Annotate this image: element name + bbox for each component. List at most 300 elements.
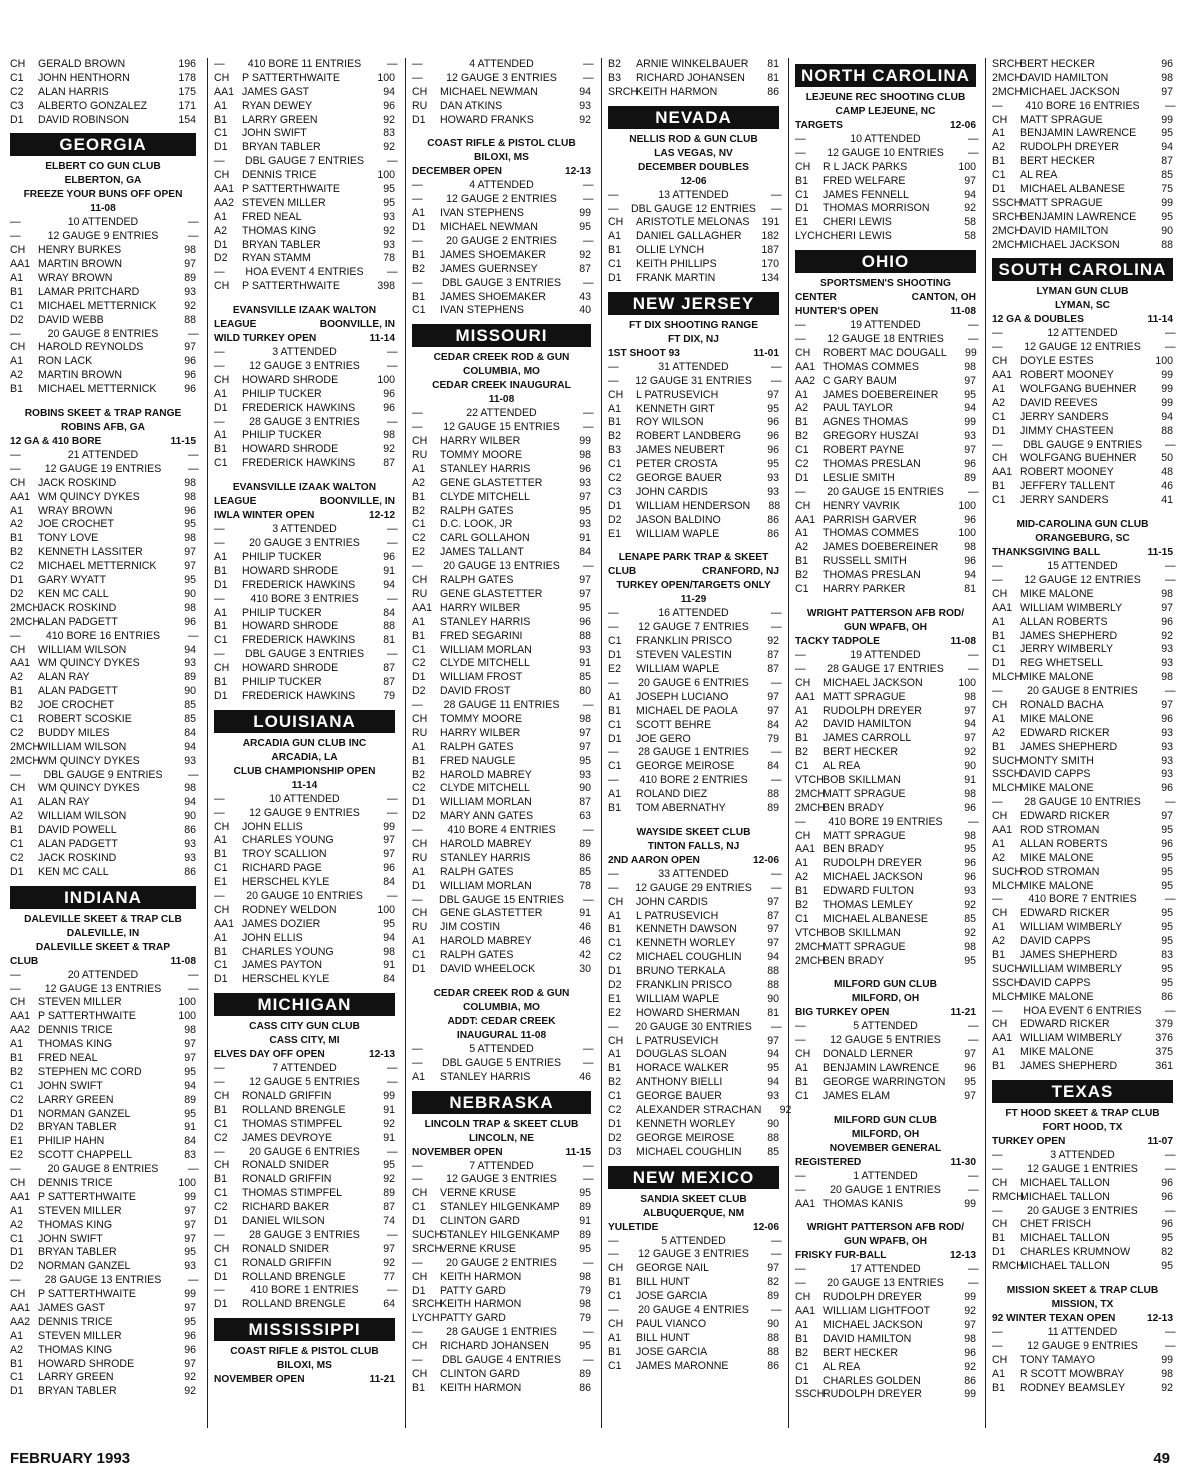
score: 83: [383, 127, 395, 140]
shooter-name: CLYDE MITCHELL: [440, 782, 530, 795]
event-label: 28 GAUGE 1 ENTRIES: [638, 746, 749, 759]
result-row: [10, 1246, 196, 1260]
shooter-name: FRANKLIN PRISCO: [636, 635, 732, 648]
class-code: A2: [10, 1218, 23, 1231]
shooter-name: CLYDE MITCHELL: [440, 657, 530, 670]
event-label: HOA EVENT 4 ENTRIES: [245, 266, 364, 279]
class-code: E2: [10, 1149, 23, 1162]
event-label: 28 GAUGE 1 ENTRIES: [446, 1326, 557, 1339]
score: 95: [579, 1340, 591, 1353]
result-row: [992, 1046, 1173, 1060]
score: 98: [964, 360, 976, 373]
result-row: [10, 1302, 196, 1316]
result-row: [10, 1205, 196, 1219]
dash: —: [583, 1042, 594, 1055]
score: 95: [1161, 1260, 1173, 1273]
score: 99: [1161, 383, 1173, 396]
event-label: DBL GAUGE 4 ENTRIES: [441, 1354, 562, 1367]
shooter-name: GEORGE BAUER: [636, 472, 722, 485]
dash: —: [583, 1173, 594, 1186]
class-code: SSCH: [992, 976, 1022, 989]
score: 93: [767, 485, 779, 498]
shooter-name: DENNIS TRICE: [38, 1315, 113, 1328]
class-code: B2: [795, 569, 808, 582]
score: 99: [965, 346, 977, 359]
dash: —: [795, 1263, 806, 1276]
class-code: B2: [608, 58, 621, 70]
shooter-name: WILLIAM WAPLE: [636, 663, 720, 676]
score: 92: [964, 898, 976, 911]
class-code: A1: [795, 704, 808, 717]
dash: —: [412, 1042, 423, 1055]
club-info: 11-14: [291, 779, 318, 791]
dash: —: [188, 462, 199, 475]
class-code: 2MCH: [795, 787, 826, 800]
class-code: RMCH: [992, 1260, 1024, 1273]
class-code: E2: [608, 663, 621, 676]
class-code: SRCH: [412, 1298, 443, 1311]
result-row: [795, 732, 976, 746]
class-code: C1: [608, 718, 622, 731]
result-row: [608, 514, 779, 528]
club-info: LEJEUNE REC SHOOTING CLUB: [805, 92, 966, 103]
class-code: B1: [10, 685, 23, 698]
result-row: [608, 649, 779, 663]
result-row: [214, 1271, 395, 1285]
class-code: CH: [992, 1353, 1008, 1366]
dash: —: [968, 662, 979, 675]
class-code: C2: [214, 1201, 228, 1214]
state-header: OHIO: [795, 250, 976, 273]
result-row: [992, 1177, 1173, 1191]
dash: —: [214, 266, 225, 279]
class-code: RU: [412, 449, 428, 462]
event-header: [10, 327, 199, 342]
class-code: E1: [10, 1135, 23, 1148]
shooter-name: MICHAEL JACKSON: [823, 1319, 923, 1331]
shooter-name: JOHN SWIFT: [38, 1232, 103, 1245]
class-code: A1: [608, 788, 621, 801]
class-code: A1: [412, 935, 425, 948]
result-row: [214, 127, 395, 141]
event-label: 410 BORE 16 ENTRIES: [45, 629, 161, 642]
class-code: D1: [412, 1215, 426, 1228]
score: 92: [964, 202, 976, 215]
result-row: [992, 755, 1173, 769]
class-code: C1: [214, 1187, 228, 1200]
class-code: A2: [795, 541, 808, 554]
result-row: [795, 527, 976, 541]
dash: —: [771, 360, 782, 373]
shooter-name: MICHAEL NEWMAN: [440, 221, 538, 234]
state-header: NEVADA: [608, 106, 779, 129]
event-header: [412, 407, 594, 421]
class-code: CH: [412, 1367, 428, 1380]
result-row: [992, 1246, 1173, 1260]
class-code: B1: [214, 113, 227, 126]
shooter-name: KENNETH LASSITER: [38, 546, 143, 559]
score: 361: [1155, 1060, 1173, 1073]
class-code: D2: [608, 513, 622, 526]
result-row: [795, 514, 976, 528]
score: 99: [1161, 113, 1173, 126]
class-code: C1: [795, 188, 809, 201]
shooter-name: MATT SPRAGUE: [823, 829, 906, 842]
event-label: 410 BORE 11 ENTRIES: [247, 58, 362, 70]
shooter-name: DAVID HAMILTON: [823, 718, 912, 731]
club-info: ORANGEBURG, SC: [1035, 533, 1130, 545]
shooter-name: ROLAND DIEZ: [636, 788, 708, 801]
class-code: CH: [412, 837, 428, 850]
score: 96: [383, 862, 395, 875]
result-row: [412, 838, 591, 852]
score: 99: [579, 207, 591, 220]
score: 95: [1161, 921, 1173, 934]
score: 92: [383, 141, 395, 154]
result-row: [214, 607, 395, 621]
club-info: MILFORD, OH: [851, 993, 920, 1005]
class-code: CH: [412, 1270, 428, 1283]
result-row: [412, 100, 591, 114]
result-row: [412, 796, 591, 810]
shoot-date: 11-07: [1147, 1136, 1173, 1147]
event-label: DBL GAUGE 15 ENTRIES: [438, 893, 564, 906]
shooter-name: JERRY SANDERS: [1020, 494, 1109, 507]
class-code: C1: [608, 1359, 622, 1372]
event-label: 3 ATTENDED: [272, 346, 337, 359]
result-row: [795, 899, 976, 913]
result-row: [992, 58, 1173, 72]
score: 98: [964, 829, 976, 842]
result-row: [795, 705, 976, 719]
result-row: [608, 430, 779, 444]
class-code: B1: [10, 1051, 23, 1064]
class-code: C2: [214, 1131, 228, 1144]
class-code: B1: [10, 1357, 23, 1370]
score: 89: [579, 837, 591, 850]
result-row: [214, 876, 395, 890]
result-row: [10, 1316, 196, 1330]
shooter-name: VERNE KRUSE: [440, 1242, 516, 1255]
result-row: [992, 411, 1173, 425]
class-code: A1: [992, 921, 1005, 934]
shooter-name: HERSCHEL KYLE: [242, 876, 330, 889]
class-code: CH: [992, 810, 1008, 823]
shooter-name: PATTY GARD: [440, 1284, 506, 1297]
dash: —: [412, 1159, 423, 1172]
result-row: [412, 782, 591, 796]
score: 91: [383, 1131, 395, 1144]
shooter-name: JACK ROSKIND: [38, 851, 117, 864]
result-row: [412, 1368, 591, 1382]
score: 90: [767, 1117, 779, 1130]
shooter-name: KEITH HARMON: [440, 1270, 522, 1283]
shooter-name: GEORGE MEIROSE: [636, 760, 735, 773]
shooter-name: JOHN ELLIS: [242, 931, 303, 944]
shooter-name: JEFFERY TALLENT: [1020, 480, 1116, 493]
class-code: B1: [608, 704, 621, 717]
result-row: [214, 1132, 395, 1146]
score: 84: [383, 606, 395, 619]
class-code: D1: [10, 865, 24, 878]
score: 96: [964, 513, 976, 526]
class-code: CH: [214, 1159, 230, 1172]
class-code: A1: [10, 355, 23, 368]
class-code: VTCH: [795, 926, 824, 939]
shoot-line: [214, 332, 395, 346]
score: 87: [383, 662, 395, 675]
score: 80: [579, 685, 591, 698]
result-row: [992, 963, 1173, 977]
class-code: CH: [992, 113, 1008, 126]
class-code: C1: [214, 1117, 228, 1130]
shoot-date: BOONVILLE, IN: [319, 496, 395, 508]
score: 89: [579, 1229, 591, 1241]
dash: —: [992, 685, 1003, 698]
shooter-name: PHILIP TUCKER: [242, 675, 322, 688]
score: 85: [767, 1145, 779, 1158]
shooter-name: MICHAEL DE PAOLA: [636, 704, 738, 717]
class-code: CH: [10, 476, 26, 489]
score: 96: [1161, 1176, 1173, 1189]
score: 86: [767, 1359, 779, 1372]
shooter-name: STEVEN MILLER: [38, 996, 122, 1009]
dash: —: [992, 327, 1003, 340]
class-code: D1: [214, 141, 228, 154]
shooter-name: HENRY BURKES: [38, 244, 122, 257]
class-code: E1: [214, 876, 227, 889]
shooter-name: JIMMY CHASTEEN: [1020, 424, 1114, 437]
score: 85: [579, 865, 591, 878]
result-row: [992, 838, 1173, 852]
result-row: [412, 866, 591, 880]
result-row: [10, 505, 196, 519]
club-info: DALEVILLE SKEET & TRAP: [35, 941, 171, 953]
score: 85: [964, 912, 976, 925]
shoot-date: CANTON, OH: [911, 292, 976, 304]
class-code: D2: [608, 1131, 622, 1144]
event-label: 13 ATTENDED: [658, 188, 729, 201]
result-row: [795, 691, 976, 705]
score: 92: [964, 1305, 976, 1318]
score: 98: [184, 490, 196, 503]
class-code: B2: [795, 746, 808, 759]
shooter-name: MICHAEL METTERNICK: [38, 560, 157, 573]
event-label: 10 ATTENDED: [269, 792, 340, 805]
event-label: 12 GAUGE 7 ENTRIES: [638, 621, 749, 634]
shooter-name: FRANKLIN PRISCO: [636, 978, 732, 991]
event-label: 20 GAUGE 6 ENTRIES: [249, 1145, 360, 1158]
shooter-name: BRYAN TABLER: [242, 238, 321, 251]
shoot-name: 92 WINTER TEXAN OPEN: [992, 1313, 1116, 1325]
shooter-name: JOSEPH LUCIANO: [636, 690, 729, 703]
shooter-name: JOSE GARCIA: [636, 1290, 708, 1303]
class-code: C1: [10, 837, 24, 850]
club-info: COLUMBIA, MO: [463, 366, 540, 378]
class-code: A1: [214, 931, 227, 944]
result-row: [412, 207, 591, 221]
shooter-name: MICHAEL ALBANESE: [823, 912, 928, 925]
score: 95: [383, 183, 395, 196]
class-code: 2MCH: [10, 615, 41, 628]
score: 85: [184, 699, 196, 712]
result-row: [10, 588, 196, 602]
class-code: A2: [795, 871, 808, 884]
results-page: [10, 58, 1192, 1428]
class-code: B1: [795, 416, 808, 429]
result-row: [214, 402, 395, 416]
dash: —: [188, 1274, 199, 1287]
result-row: [214, 1215, 395, 1229]
event-header: [795, 662, 979, 677]
score: 86: [1161, 990, 1173, 1003]
class-code: A1: [992, 712, 1005, 725]
class-code: CH: [608, 1262, 624, 1275]
class-code: A2: [992, 396, 1005, 409]
result-row: [992, 141, 1173, 155]
event-label: 12 GAUGE 9 ENTRIES: [47, 230, 159, 243]
club-info: ELBERTON, GA: [64, 175, 142, 187]
shooter-name: STANLEY HARRIS: [440, 1070, 531, 1083]
event-label: 20 GAUGE 15 ENTRIES: [827, 485, 944, 498]
result-row: [608, 635, 779, 649]
result-row: [214, 676, 395, 690]
dash: —: [795, 333, 806, 346]
score: 92: [184, 1371, 196, 1384]
result-row: [992, 183, 1173, 197]
dash: —: [992, 438, 1003, 451]
class-code: AA1: [992, 369, 1013, 382]
dash: —: [387, 1145, 398, 1158]
score: 96: [184, 504, 196, 517]
result-row: [10, 699, 196, 713]
class-code: VTCH: [795, 773, 824, 786]
result-row: [992, 383, 1173, 397]
club-info: EVANSVILLE IZAAK WALTON: [232, 482, 377, 494]
shooter-name: THOMAS PRESLAN: [823, 569, 921, 582]
class-code: LYCH: [412, 1312, 440, 1325]
event-header: [608, 374, 782, 389]
result-row: [10, 341, 196, 355]
shooter-name: MIKE MALONE: [1020, 990, 1094, 1003]
event-header: [992, 573, 1176, 588]
dash: —: [968, 1263, 979, 1276]
result-row: [10, 1094, 196, 1108]
result-row: [10, 1121, 196, 1135]
score: 90: [767, 992, 779, 1005]
class-code: A1: [795, 857, 808, 870]
class-code: B2: [10, 1065, 23, 1078]
score: 93: [1161, 740, 1173, 753]
shooter-name: BILL HUNT: [636, 1331, 690, 1344]
score: 99: [184, 1288, 196, 1301]
score: 97: [579, 587, 591, 600]
dash: —: [608, 374, 619, 387]
event-label: DBL GAUGE 5 ENTRIES: [441, 1056, 562, 1069]
result-row: [412, 491, 591, 505]
score: 94: [964, 569, 976, 582]
shooter-name: ALAN PADGETT: [38, 837, 118, 850]
dash: —: [1165, 438, 1176, 451]
result-row: [10, 685, 196, 699]
result-row: [795, 444, 976, 458]
score: 93: [383, 238, 395, 251]
class-code: A1: [992, 383, 1005, 396]
shooter-name: WILLIAM WIMBERLY: [1020, 1032, 1123, 1045]
score: 379: [1155, 1018, 1173, 1031]
shoot-line: [992, 1135, 1173, 1149]
class-code: B1: [608, 923, 621, 936]
dash: —: [10, 768, 21, 781]
dash: —: [608, 188, 619, 201]
result-row: [10, 1108, 196, 1122]
class-code: D1: [10, 574, 24, 587]
event-label: 410 BORE 1 ENTRIES: [250, 1284, 359, 1297]
event-label: 33 ATTENDED: [658, 867, 729, 880]
dash: —: [412, 179, 423, 192]
dash: —: [10, 629, 21, 642]
event-header: [214, 1076, 398, 1090]
dash: —: [412, 421, 423, 434]
result-row: [10, 72, 196, 86]
result-row: [608, 1076, 779, 1090]
score: 86: [767, 513, 779, 526]
score: 95: [1161, 976, 1173, 989]
score: 88: [767, 1345, 779, 1358]
shooter-name: GEORGE BAUER: [636, 1090, 722, 1103]
shooter-name: MARY ANN GATES: [440, 810, 534, 823]
score: 94: [184, 643, 196, 656]
event-label: DBL GAUGE 9 ENTRIES: [1022, 438, 1143, 451]
shooter-name: NORMAN GANZEL: [38, 1107, 131, 1120]
score: 91: [383, 564, 395, 577]
shooter-name: FRED NAUGLE: [440, 754, 516, 767]
class-code: E1: [608, 527, 621, 540]
club-info: TINTON FALLS, NJ: [647, 840, 740, 852]
score: 91: [383, 1103, 395, 1116]
shooter-name: RALPH GATES: [440, 504, 514, 517]
class-code: B1: [608, 1276, 621, 1289]
shoot-date: 11-21: [950, 1007, 976, 1019]
score: 97: [964, 704, 976, 717]
class-code: A1: [214, 210, 227, 223]
score: 98: [184, 244, 196, 257]
score: 96: [964, 1062, 976, 1075]
score: 90: [767, 1317, 779, 1330]
shoot-date: 12-13: [949, 1250, 976, 1262]
class-code: D1: [412, 113, 426, 126]
score: 93: [964, 885, 976, 898]
score: 40: [579, 304, 591, 317]
dash: —: [583, 824, 594, 837]
class-code: A1: [992, 615, 1005, 628]
result-row: [795, 430, 976, 444]
dash: —: [771, 188, 782, 201]
result-row: [992, 114, 1173, 128]
class-code: CH: [795, 1291, 811, 1304]
class-code: CH: [10, 244, 26, 257]
dash: —: [968, 1034, 979, 1047]
dash: —: [795, 485, 806, 498]
class-code: A1: [795, 1319, 808, 1331]
class-code: CH: [992, 1176, 1008, 1189]
event-label: 5 ATTENDED: [853, 1020, 918, 1033]
result-row: [214, 918, 395, 932]
shooter-name: KENNETH DAWSON: [636, 923, 737, 936]
shooter-name: MIKE MALONE: [1020, 782, 1094, 795]
shooter-name: CLINTON GARD: [440, 1367, 520, 1380]
score: 95: [964, 843, 976, 856]
